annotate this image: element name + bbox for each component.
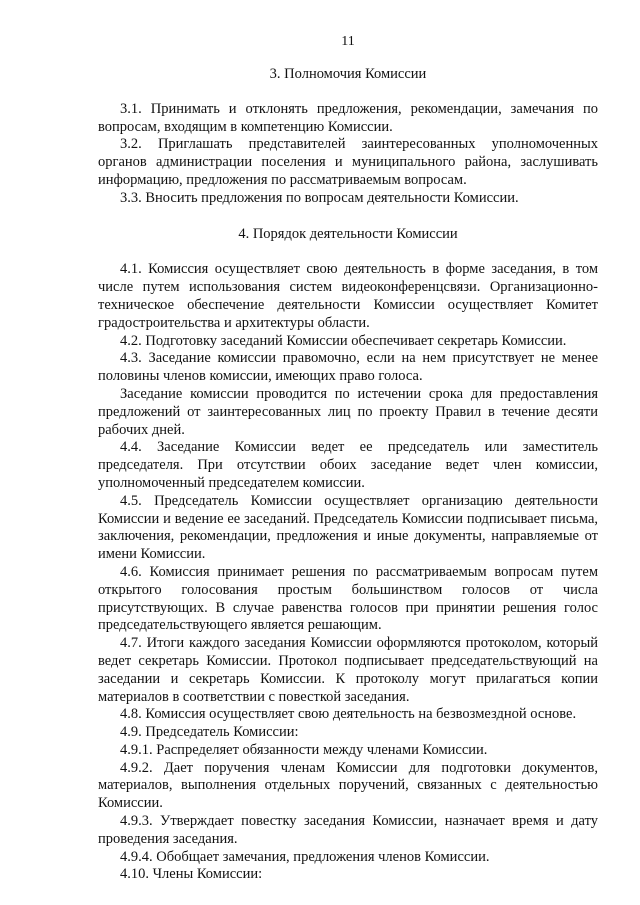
paragraph: 4.9.1. Распределяет обязанности между членами Комиссии. [120,741,488,758]
paragraph: 4.9. Председатель Комиссии: [120,724,299,741]
paragraph: 4.2. Подготовку заседаний Комиссии обеспечивает секретарь Комиссии. [120,332,567,349]
paragraph: Заседание комиссии проводится по истечении срока для предоставления предложений от заинтересованных лиц по проекту Правил в течение десяти рабочих дней. [98,385,598,438]
paragraph: 4.10. Члены Комиссии: [120,866,263,883]
paragraph: 3.1. Принимать и отклонять предложения, рекомендации, замечания по вопросам, входящим в компетенцию Комиссии. [98,100,598,135]
page-number: 11 [341,34,355,49]
paragraph: 3.3. Вносить предложения по вопросам деятельности Комиссии. [120,189,519,206]
paragraph: 4.1. Комиссия осуществляет свою деятельность в форме заседания, в том числе путем использования систем видеоконференцсвязи. Организационно-техническое обеспечение деятельности Комиссии осуществляет Комитет градостроительства и архитектуры области. [98,261,598,331]
paragraph: 4.6. Комиссия принимает решения по рассматриваемым вопросам путем открытого голосования простым большинством голосов от числа присутствующих. В случае равенства голосов при принятии решения голос председательствующего является решающим. [98,563,598,634]
paragraph: 4.9.3. Утверждает повестку заседания Комиссии, назначает время и дату проведения заседания. [98,813,598,847]
paragraph: 3.2. Приглашать представителей заинтересованных уполномоченных органов администрации поселения и муниципального района, заслушивать информацию, предложения по рассматриваемым вопросам. [98,136,598,188]
section-procedure [98,226,598,885]
paragraph: 4.4. Заседание Комиссии ведет ее председатель или заместитель председателя. При отсутствии обоих заседание ведет член комиссии, уполномоченный председателем комиссии. [98,439,598,491]
paragraph: 4.7. Итоги каждого заседания Комиссии оформляются протоколом, который ведет секретарь Комиссии. Протокол подписывает председательствующий на заседании и секретарь Комиссии. К протоколу могут прилагаться копии материалов в соответствии с повесткой заседания. [98,635,598,705]
paragraph: 4.9.2. Дает поручения членам Комиссии для подготовки документов, материалов, выполнения отдельных поручений, связанных с деятельностью Комиссии. [98,759,598,812]
paragraph: 4.5. Председатель Комиссии осуществляет организацию деятельности Комиссии и ведение ее заседаний. Председатель Комиссии подписывает письма, заключения, рекомендации, предложения и иные документы, направляемые от имени Комиссии. [98,492,598,563]
paragraph: 4.3. Заседание комиссии правомочно, если на нем присутствует не менее половины членов комиссии, имеющих право голоса. [98,350,598,385]
section-heading: 4. Порядок деятельности Комиссии [238,225,458,242]
paragraph: 4.9.4. Обобщает замечания, предложения членов Комиссии. [120,848,490,865]
paragraph: 4.8. Комиссия осуществляет свою деятельность на безвозмездной основе. [120,706,577,723]
section-heading: 3. Полномочия Комиссии [269,66,427,82]
section-powers [98,66,598,208]
